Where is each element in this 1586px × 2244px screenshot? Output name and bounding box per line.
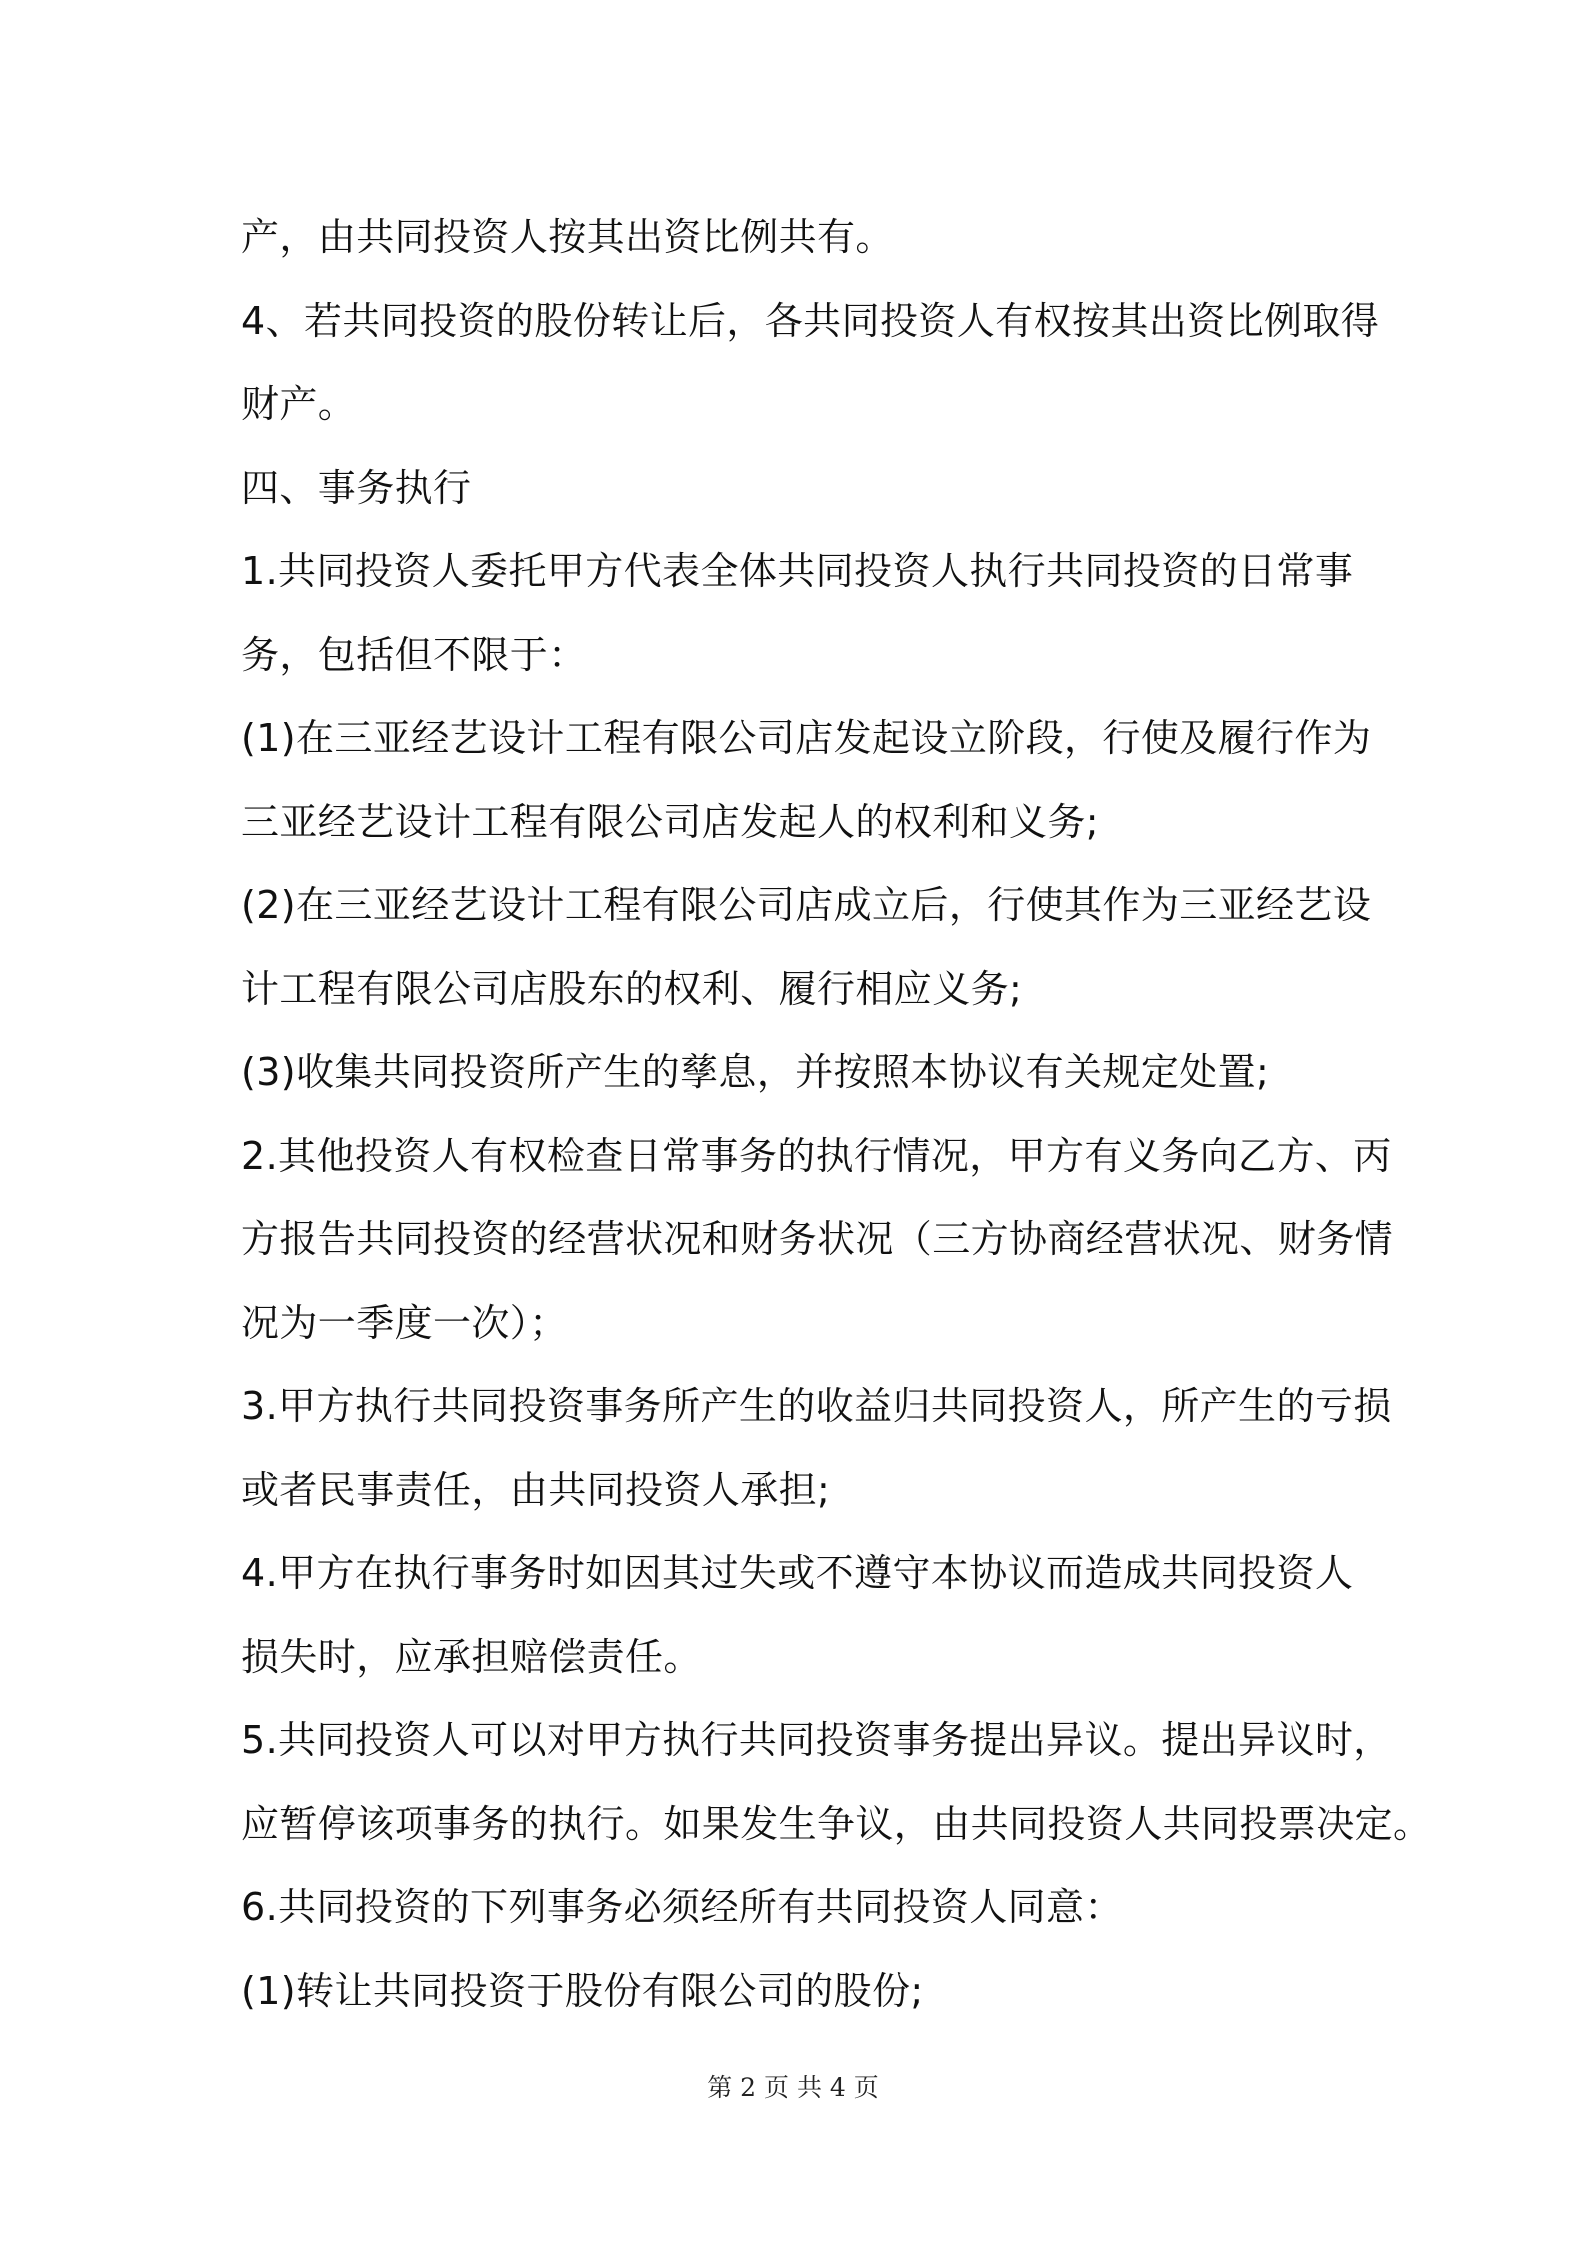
paragraph-line: 3.甲方执行共同投资事务所产生的收益归共同投资人，所产生的亏损 (241, 1384, 1392, 1428)
paragraph-line: 况为一季度一次）； (241, 1300, 568, 1345)
paragraph-line: (2)在三亚经艺设计工程有限公司店成立后，行使其作为三亚经艺设 (241, 883, 1372, 927)
paragraph-line: 损失时，应承担赔偿责任。 (241, 1634, 702, 1679)
paragraph-line: 6.共同投资的下列事务必须经所有共同投资人同意： (241, 1885, 1123, 1929)
paragraph-line: 2.其他投资人有权检查日常事务的执行情况，甲方有义务向乙方、丙 (241, 1133, 1392, 1178)
paragraph-line: (3)收集共同投资所产生的孳息，并按照本协议有关规定处置; (241, 1050, 1270, 1094)
paragraph-line: 务，包括但不限于： (241, 632, 587, 677)
paragraph-line: 4.甲方在执行事务时如因其过失或不遵守本协议而造成共同投资人 (241, 1551, 1354, 1595)
page-number-label: 第 2 页 共 4 页 (707, 2073, 879, 2102)
paragraph-line: 应暂停该项事务的执行。如果发生争议，由共同投资人共同投票决定。 (241, 1801, 1432, 1846)
paragraph-line: 方报告共同投资的经营状况和财务状况（三方协商经营状况、财务情 (241, 1217, 1394, 1261)
paragraph-line: 5.共同投资人可以对甲方执行共同投资事务提出异议。提出异议时， (241, 1718, 1392, 1762)
paragraph-line: (1)在三亚经艺设计工程有限公司店发起设立阶段，行使及履行作为 (241, 716, 1372, 760)
paragraph-line: 4、若共同投资的股份转让后，各共同投资人有权按其出资比例取得 (241, 298, 1380, 343)
page-number-footer (0, 2068, 1586, 2104)
paragraph-line: 或者民事责任，由共同投资人承担; (241, 1467, 831, 1512)
paragraph-line: 产，由共同投资人按其出资比例共有。 (241, 215, 894, 259)
section-heading: 四、事务执行 (241, 465, 472, 510)
paragraph-line: 1.共同投资人委托甲方代表全体共同投资人执行共同投资的日常事 (241, 549, 1354, 593)
paragraph-line: 计工程有限公司店股东的权利、履行相应义务; (241, 966, 1023, 1011)
paragraph-line: (1)转让共同投资于股份有限公司的股份; (241, 1968, 924, 2013)
document-body (241, 196, 1432, 2033)
paragraph-line: 三亚经艺设计工程有限公司店发起人的权利和义务; (241, 799, 1100, 844)
paragraph-line: 财产。 (241, 382, 357, 426)
